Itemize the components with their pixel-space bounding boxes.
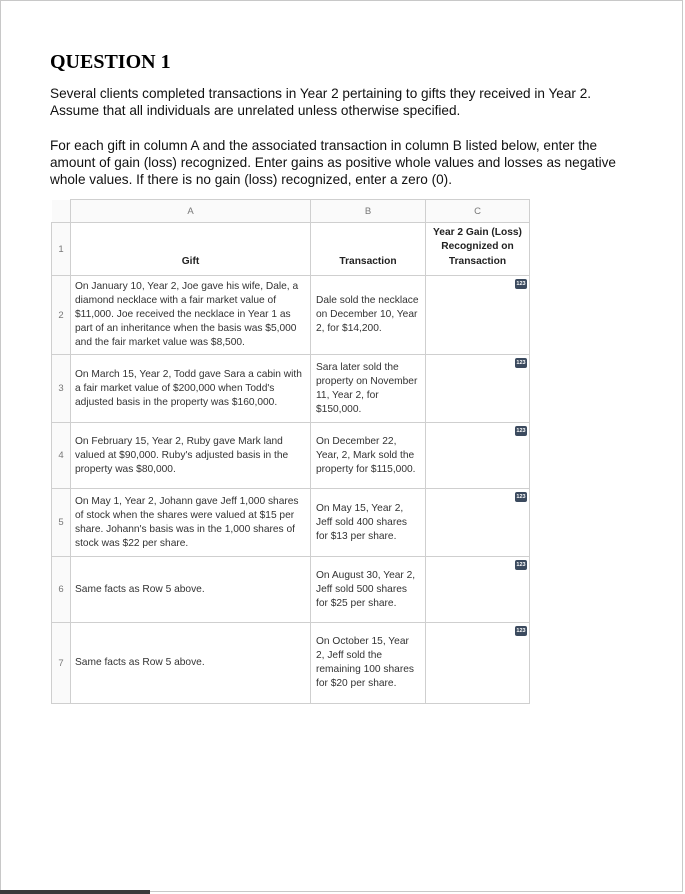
gain-input-cell[interactable]	[426, 355, 530, 423]
bottom-scroll-indicator	[0, 890, 150, 894]
numeric-input-icon: 123	[516, 628, 526, 634]
table-row	[52, 557, 530, 623]
table-row	[52, 423, 530, 489]
row-number: 2	[52, 276, 71, 355]
gain-input-cell[interactable]	[426, 423, 530, 489]
transaction-cell: On December 22, Year, 2, Mark sold the property for $115,000.	[311, 423, 426, 489]
row-number: 5	[52, 489, 71, 557]
gift-cell: On January 10, Year 2, Joe gave his wife, Dale, a diamond necklace with a fair market value of $11,000. Joe received the necklace in Year 1 as part of an inheritance when the basis was $5,000 and the fair market value was $8,500.	[71, 276, 311, 355]
question-title: QUESTION 1	[50, 51, 171, 73]
table-row	[52, 489, 530, 557]
spreadsheet-table	[51, 199, 530, 704]
column-letter-row	[52, 200, 530, 223]
table-row	[52, 276, 530, 355]
numeric-input-icon: 123	[516, 281, 526, 287]
header-gain: Year 2 Gain (Loss) Recognized on Transaction	[426, 223, 530, 276]
row-number: 4	[52, 423, 71, 489]
transaction-cell: On May 15, Year 2, Jeff sold 400 shares for $13 per share.	[311, 489, 426, 557]
numeric-input-icon: 123	[516, 428, 526, 434]
row-number: 3	[52, 355, 71, 423]
gift-cell: On February 15, Year 2, Ruby gave Mark land valued at $90,000. Ruby's adjusted basis in the property was $80,000.	[71, 423, 311, 489]
transaction-cell: On October 15, Year 2, Jeff sold the remaining 100 shares for $20 per share.	[311, 623, 426, 704]
table-row	[52, 623, 530, 704]
question-intro: Several clients completed transactions in Year 2 pertaining to gifts they received in Year 2. Assume that all individuals are unrelated unless otherwise specified.	[50, 86, 592, 118]
transaction-cell: Sara later sold the property on November 11, Year 2, for $150,000.	[311, 355, 426, 423]
gain-input-cell[interactable]	[426, 557, 530, 623]
row-number: 7	[52, 623, 71, 704]
column-letter-c: C	[426, 200, 530, 223]
gift-cell: On May 1, Year 2, Johann gave Jeff 1,000 shares of stock when the shares were valued at $15 per share. Johann's basis was in the 1,000 shares of stock was $22 per share.	[71, 489, 311, 557]
header-row	[52, 223, 530, 276]
header-gift: Gift	[71, 223, 311, 276]
corner-cell	[52, 200, 71, 223]
gain-input-cell[interactable]	[426, 276, 530, 355]
numeric-input-icon: 123	[516, 360, 526, 366]
numeric-input-icon: 123	[516, 494, 526, 500]
question-instructions: For each gift in column A and the associated transaction in column B listed below, enter the amount of gain (loss) recognized. Enter gains as positive whole values and losses as negative whole values. If there is no gain (loss) recognized, enter a zero (0).	[50, 138, 616, 187]
gain-input-cell[interactable]	[426, 623, 530, 704]
transaction-cell: Dale sold the necklace on December 10, Year 2, for $14,200.	[311, 276, 426, 355]
transaction-cell: On August 30, Year 2, Jeff sold 500 shares for $25 per share.	[311, 557, 426, 623]
numeric-input-icon: 123	[516, 562, 526, 568]
column-letter-b: B	[311, 200, 426, 223]
gift-cell: Same facts as Row 5 above.	[71, 557, 311, 623]
row-number: 1	[52, 223, 71, 276]
header-transaction: Transaction	[311, 223, 426, 276]
gift-cell: Same facts as Row 5 above.	[71, 623, 311, 704]
gain-input-cell[interactable]	[426, 489, 530, 557]
table-row	[52, 355, 530, 423]
gift-cell: On March 15, Year 2, Todd gave Sara a cabin with a fair market value of $200,000 when Todd's adjusted basis in the property was $160,000.	[71, 355, 311, 423]
column-letter-a: A	[71, 200, 311, 223]
row-number: 6	[52, 557, 71, 623]
